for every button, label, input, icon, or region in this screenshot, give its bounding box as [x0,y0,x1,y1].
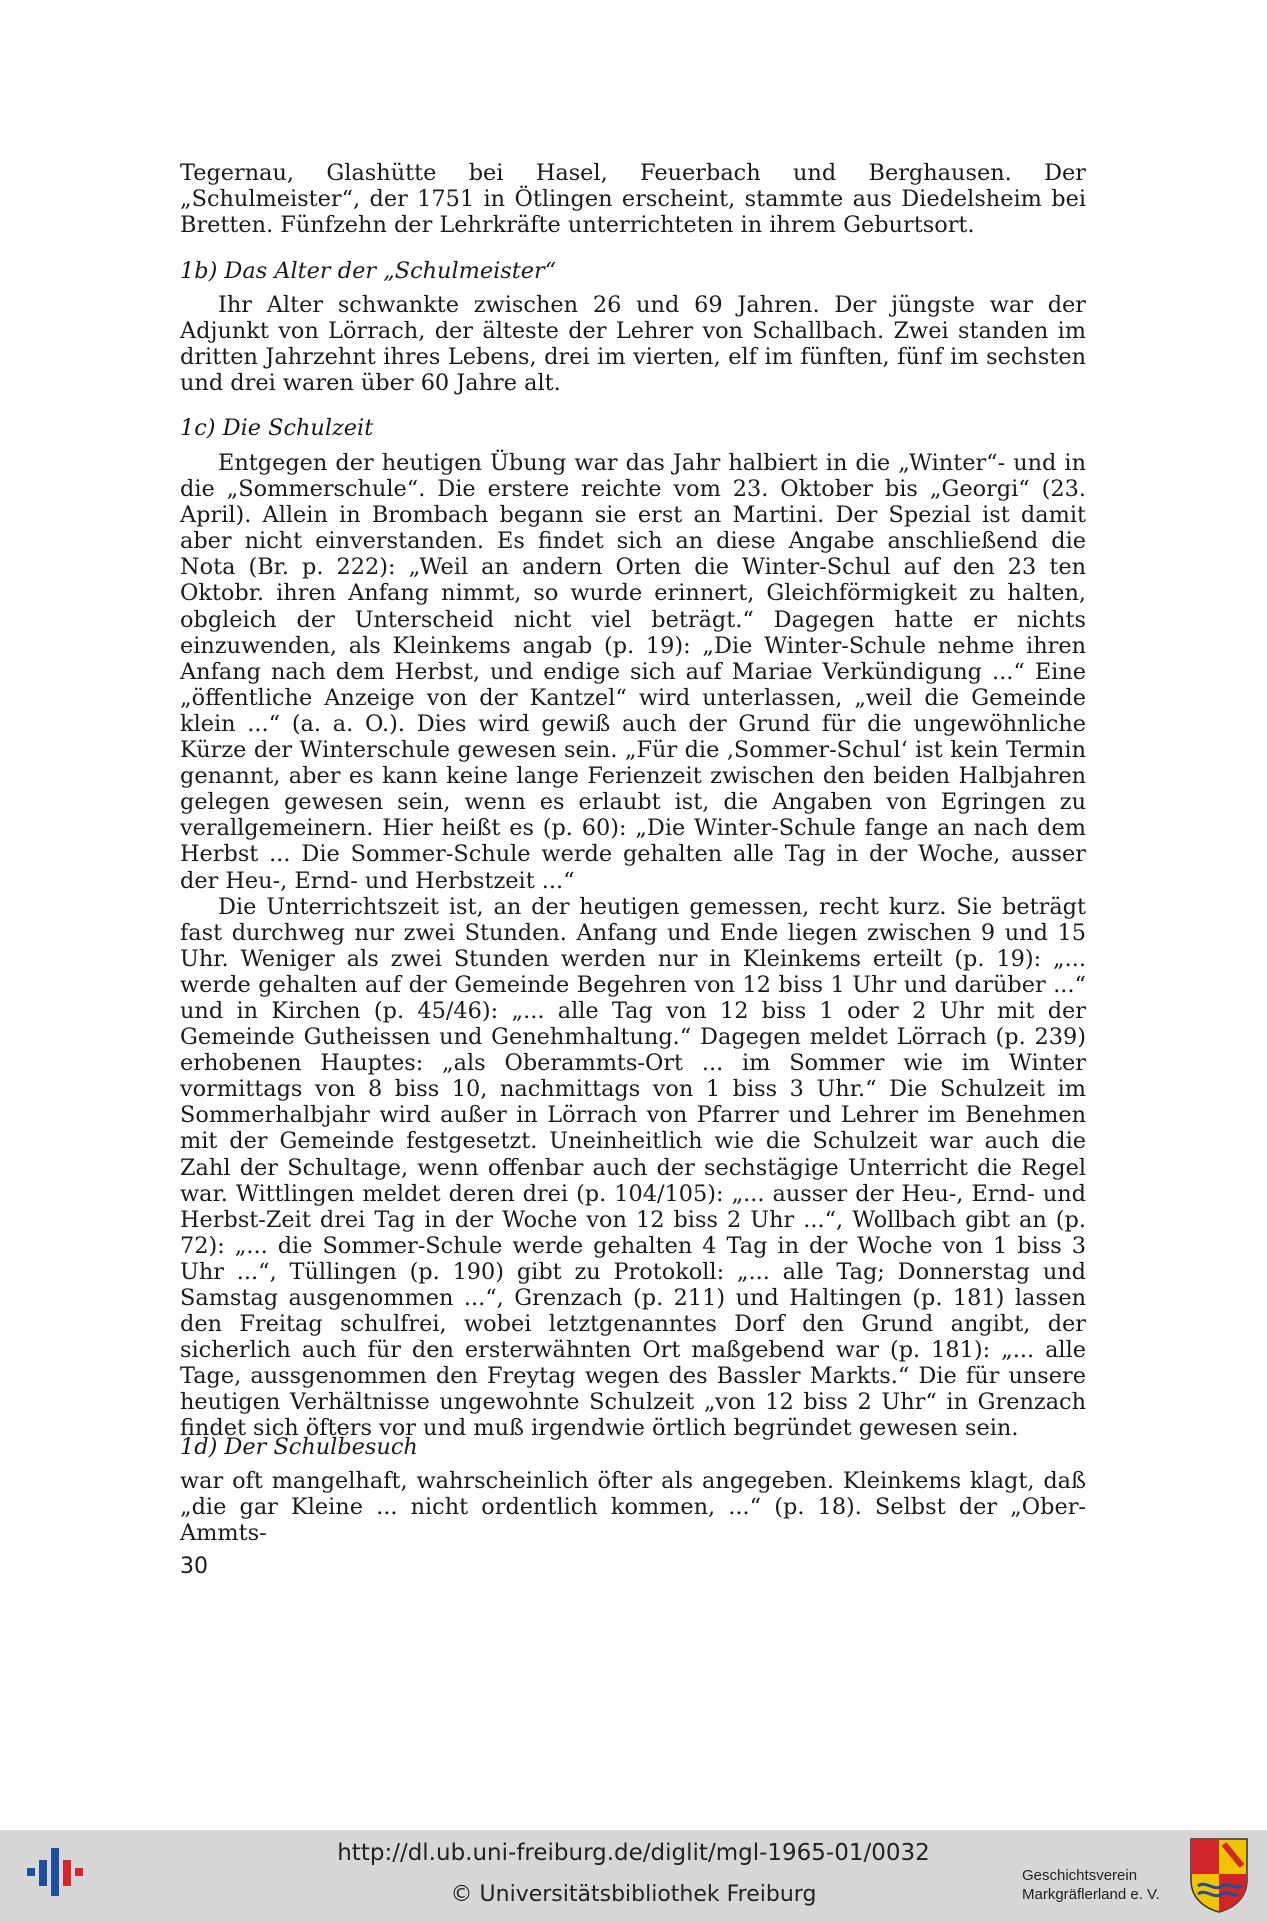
organization-name [1022,1866,1160,1904]
text-block-1d [180,1468,1086,1546]
source-url-link[interactable]: http://dl.ub.uni-freiburg.de/diglit/mgl-1965-01/0032 [337,1840,930,1866]
organization-line: Markgräflerland e. V. [1022,1886,1160,1903]
page-number: 30 [180,1554,208,1579]
paragraph: war oft mangelhaft, wahrscheinlich öfter als angegeben. Kleinkems klagt, daß „die gar Kleine ... nicht ordentlich kommen, ...“ (p. 18). Selbst der „Ober-Ammts- [180,1468,1086,1547]
footer-bar [0,1830,1267,1921]
text-block-top [180,160,1086,238]
copyright-text: © Universitätsbibliothek Freiburg [450,1882,817,1907]
paragraph: Ihr Alter schwankte zwischen 26 und 69 Jahren. Der jüngste war der Adjunkt von Lörrach, der älteste der Lehrer von Schallbach. Zwei standen im dritten Jahrzehnt ihres Lebens, drei im vierten, elf im fünften, fünf im sechsten und drei waren über 60 Jahre alt. [180,292,1086,397]
paragraph: Entgegen der heutigen Übung war das Jahr halbiert in die „Winter“- und in die „Sommerschule“. Die erstere reichte vom 23. Oktober bis „Georgi“ (23. April). Allein in Brombach begann sie erst an Martini. Der Spezial ist damit aber nicht einverstanden. Es findet sich an diese Angabe anschließend die Nota (Br. p. 222): „Weil an andern Orten die Winter-Schul auf den 23 ten Oktobr. ihren Anfang nimmt, so wurde erinnert, Gleichförmigkeit zu halten, obgleich der Unterscheid nicht viel beträgt.“ Dagegen hatte er nichts einzuwenden, als Kleinkems angab (p. 19): „Die Winter-Schule nehme ihren Anfang nach dem Herbst, und endige sich auf Mariae Verkündigung ...“ Eine „öffentliche Anzeige von der Kantzel“ wird unterlassen, „weil die Gemeinde klein ...“ (a. a. O.). Dies wird gewiß auch der Grund für die ungewöhnliche Kürze der Winterschule gewesen sein. „Für die ‚Sommer-Schul‘ ist kein Termin genannt, aber es kann keine lange Ferienzeit zwischen den beiden Halbjahren gelegen gewesen sein, wenn es erlaubt ist, die Angaben von Egringen zu verallgemeinern. Hier heißt es (p. 60): „Die Winter-Schule fange an nach dem Herbst ... Die Sommer-Schule werde gehalten alle Tag in der Woche, ausser der Heu-, Ernd- und Herbstzeit ...“ [180,450,1086,894]
coat-of-arms-icon[interactable] [1188,1836,1250,1914]
organization-line: Geschichtsverein [1022,1867,1138,1884]
text-block-1c [180,450,1086,1442]
section-heading-1d: 1d) Der Schulbesuch [180,1434,418,1460]
paragraph: Die Unterrichtszeit ist, an der heutigen gemessen, recht kurz. Sie beträgt fast durchweg nur zwei Stunden. Anfang und Ende liegen zwischen 9 und 15 Uhr. Weniger als zwei Stunden werden nur in Kleinkems erteilt (p. 19): „... werde gehalten auf der Gemeinde Begehren von 12 biss 1 Uhr und darüber ...“ und in Kirchen (p. 45/46): „... alle Tag von 12 biss 1 oder 2 Uhr mit der Gemeinde Gutheissen und Genehmhaltung.“ Dagegen meldet Lörrach (p. 239) erhobenen Hauptes: „als Oberammts-Ort ... im Sommer wie im Winter vormittags von 8 biss 10, nachmittags von 1 biss 3 Uhr.“ Die Schulzeit im Sommerhalbjahr wird außer in Lörrach von Pfarrer und Lehrer im Benehmen mit der Gemeinde festgesetzt. Uneinheitlich wie die Schulzeit war auch die Zahl der Schultage, wenn offenbar auch der sechstägige Unterricht die Regel war. Wittlingen meldet deren drei (p. 104/105): „... ausser der Heu-, Ernd- und Herbst-Zeit drei Tag in der Woche von 12 biss 2 Uhr ...“, Wollbach gibt an (p. 72): „... die Sommer-Schule werde gehalten 4 Tag in der Woche von 1 biss 3 Uhr ...“, Tüllingen (p. 190) gibt zu Protokoll: „... alle Tag; Donnerstag und Samstag ausgenommen ...“, Grenzach (p. 211) und Haltingen (p. 181) lassen den Freitag schulfrei, wobei letztgenanntes Dorf den Grund angibt, der sicherlich auch für den ersterwähnten Ort maßgebend war (p. 181): „... alle Tage, aussgenommen den Freytag wegen des Bassler Markts.“ Die für unsere heutigen Verhältnisse ungewohnte Schulzeit „von 12 biss 2 Uhr“ in Grenzach findet sich öfters vor und muß irgendwie örtlich begründet gewesen sein. [180,893,1086,1442]
section-heading-1b: 1b) Das Alter der „Schulmeister“ [180,258,557,284]
text-block-1b [180,292,1086,396]
section-heading-1c: 1c) Die Schulzeit [180,415,374,441]
paragraph: Tegernau, Glashütte bei Hasel, Feuerbach und Berghausen. Der „Schulmeister“, der 1751 in Ötlingen erscheint, stammte aus Diedelsheim bei Bretten. Fünfzehn der Lehrkräfte unterrichteten in ihrem Geburtsort. [180,160,1086,239]
